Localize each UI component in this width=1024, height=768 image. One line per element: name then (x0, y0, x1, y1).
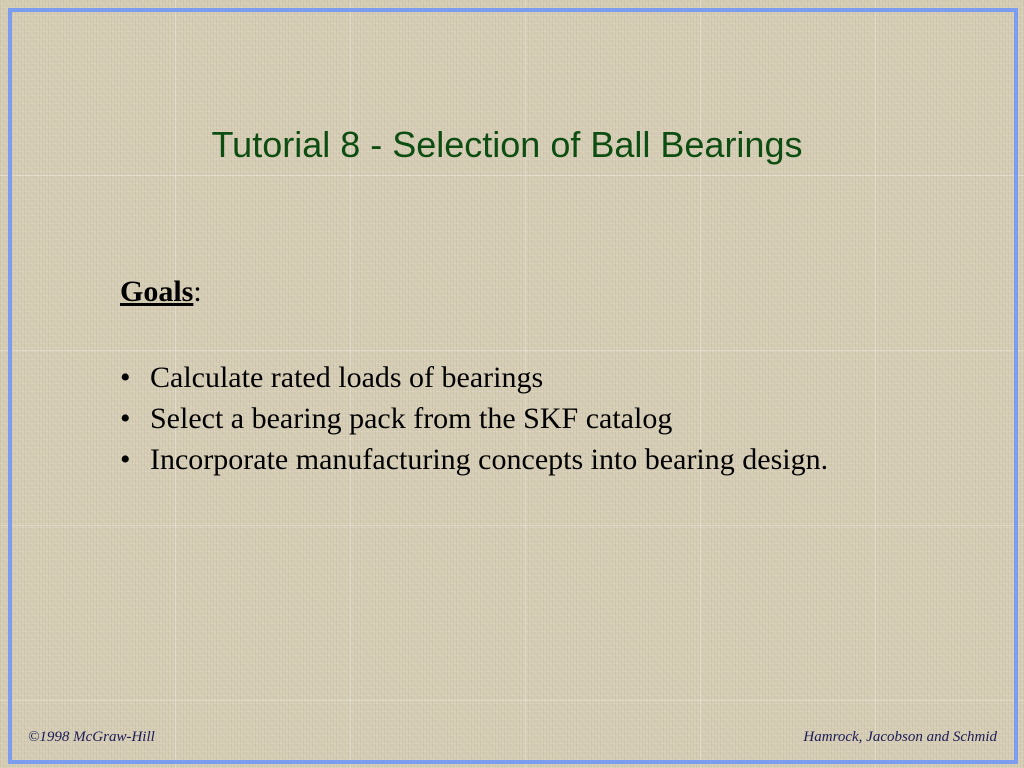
footer-authors: Hamrock, Jacobson and Schmid (803, 729, 997, 745)
bullet-marker: • (120, 443, 131, 476)
slide-frame (8, 8, 1018, 764)
list-item (120, 357, 828, 398)
list-item (120, 398, 828, 439)
bullet-marker: • (120, 361, 131, 394)
bullet-marker: • (120, 402, 131, 435)
goals-heading-line (120, 275, 202, 309)
slide-title: Tutorial 8 - Selection of Ball Bearings (211, 124, 803, 165)
goals-heading: Goals (120, 275, 194, 308)
goals-colon: : (193, 275, 202, 308)
list-item-text: Select a bearing pack from the SKF catalog (150, 402, 673, 435)
list-item (120, 439, 828, 480)
list-item-text: Incorporate manufacturing concepts into bearing design. (150, 443, 829, 476)
goals-list (120, 357, 828, 480)
footer-copyright: ©1998 McGraw-Hill (28, 729, 155, 745)
list-item-text: Calculate rated loads of bearings (150, 361, 544, 394)
